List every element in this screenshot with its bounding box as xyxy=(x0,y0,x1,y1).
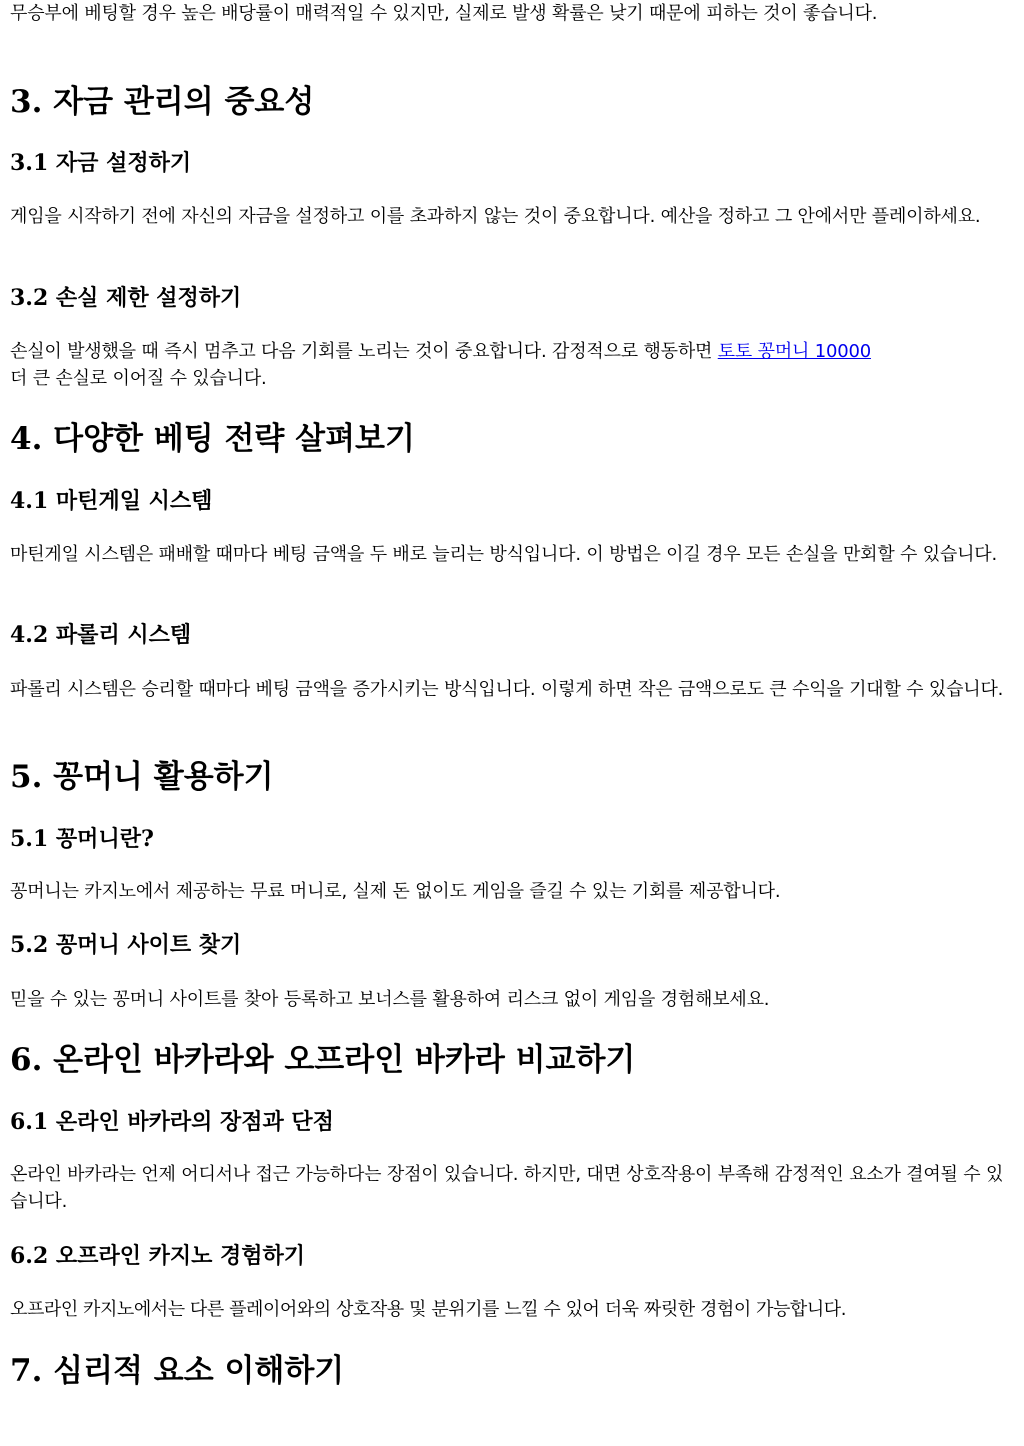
section-3-heading: 3. 자금 관리의 중요성 xyxy=(10,84,315,120)
section-6-1-paragraph: 온라인 바카라는 언제 어디서나 접근 가능하다는 장점이 있습니다. 하지만, 대면 상호작용이 부족해 감정적인 요소가 결여될 수 있습니다. xyxy=(10,1164,1004,1212)
section-3-2-text-before: 손실이 발생했을 때 즉시 멈추고 다음 기회를 노리는 것이 중요합니다. 감정적으로 행동하면 xyxy=(10,341,718,362)
toto-ggongmoney-link[interactable]: 토토 꽁머니 10000 xyxy=(717,341,871,362)
section-3-1-heading: 3.1 자금 설정하기 xyxy=(10,150,192,176)
section-4-2-heading: 4.2 파롤리 시스템 xyxy=(10,622,192,648)
section-6-heading: 6. 온라인 바카라와 오프라인 바카라 비교하기 xyxy=(10,1042,636,1078)
section-3-2-text-after: 더 큰 손실로 이어질 수 있습니다. xyxy=(10,368,267,389)
intro-paragraph: 무승부에 베팅할 경우 높은 배당률이 매력적일 수 있지만, 실제로 발생 확률은 낮기 때문에 피하는 것이 좋습니다. xyxy=(10,3,878,24)
section-5-2-heading: 5.2 꽁머니 사이트 찾기 xyxy=(10,932,242,958)
section-4-heading: 4. 다양한 베팅 전략 살펴보기 xyxy=(10,421,415,457)
section-3-2-paragraph xyxy=(10,338,1014,392)
section-3-2-heading: 3.2 손실 제한 설정하기 xyxy=(10,285,242,311)
section-5-heading: 5. 꽁머니 활용하기 xyxy=(10,759,274,795)
section-7-heading: 7. 심리적 요소 이해하기 xyxy=(10,1353,345,1389)
section-5-2-paragraph: 믿을 수 있는 꽁머니 사이트를 찾아 등록하고 보너스를 활용하여 리스크 없이 게임을 경험해보세요. xyxy=(10,989,770,1010)
section-4-1-paragraph: 마틴게일 시스템은 패배할 때마다 베팅 금액을 두 배로 늘리는 방식입니다. 이 방법은 이길 경우 모든 손실을 만회할 수 있습니다. xyxy=(10,544,998,565)
section-5-1-heading: 5.1 꽁머니란? xyxy=(10,826,154,852)
section-4-2-paragraph: 파롤리 시스템은 승리할 때마다 베팅 금액을 증가시키는 방식입니다. 이렇게 하면 작은 금액으로도 큰 수익을 기대할 수 있습니다. xyxy=(10,679,1004,700)
section-3-1-paragraph: 게임을 시작하기 전에 자신의 자금을 설정하고 이를 초과하지 않는 것이 중요합니다. 예산을 정하고 그 안에서만 플레이하세요. xyxy=(10,206,981,227)
section-6-2-paragraph: 오프라인 카지노에서는 다른 플레이어와의 상호작용 및 분위기를 느낄 수 있어 더욱 짜릿한 경험이 가능합니다. xyxy=(10,1299,847,1320)
section-4-1-heading: 4.1 마틴게일 시스템 xyxy=(10,488,213,514)
section-6-1-heading: 6.1 온라인 바카라의 장점과 단점 xyxy=(10,1109,334,1135)
section-6-2-heading: 6.2 오프라인 카지노 경험하기 xyxy=(10,1243,306,1269)
section-5-1-paragraph: 꽁머니는 카지노에서 제공하는 무료 머니로, 실제 돈 없이도 게임을 즐길 수 있는 기회를 제공합니다. xyxy=(10,881,781,902)
